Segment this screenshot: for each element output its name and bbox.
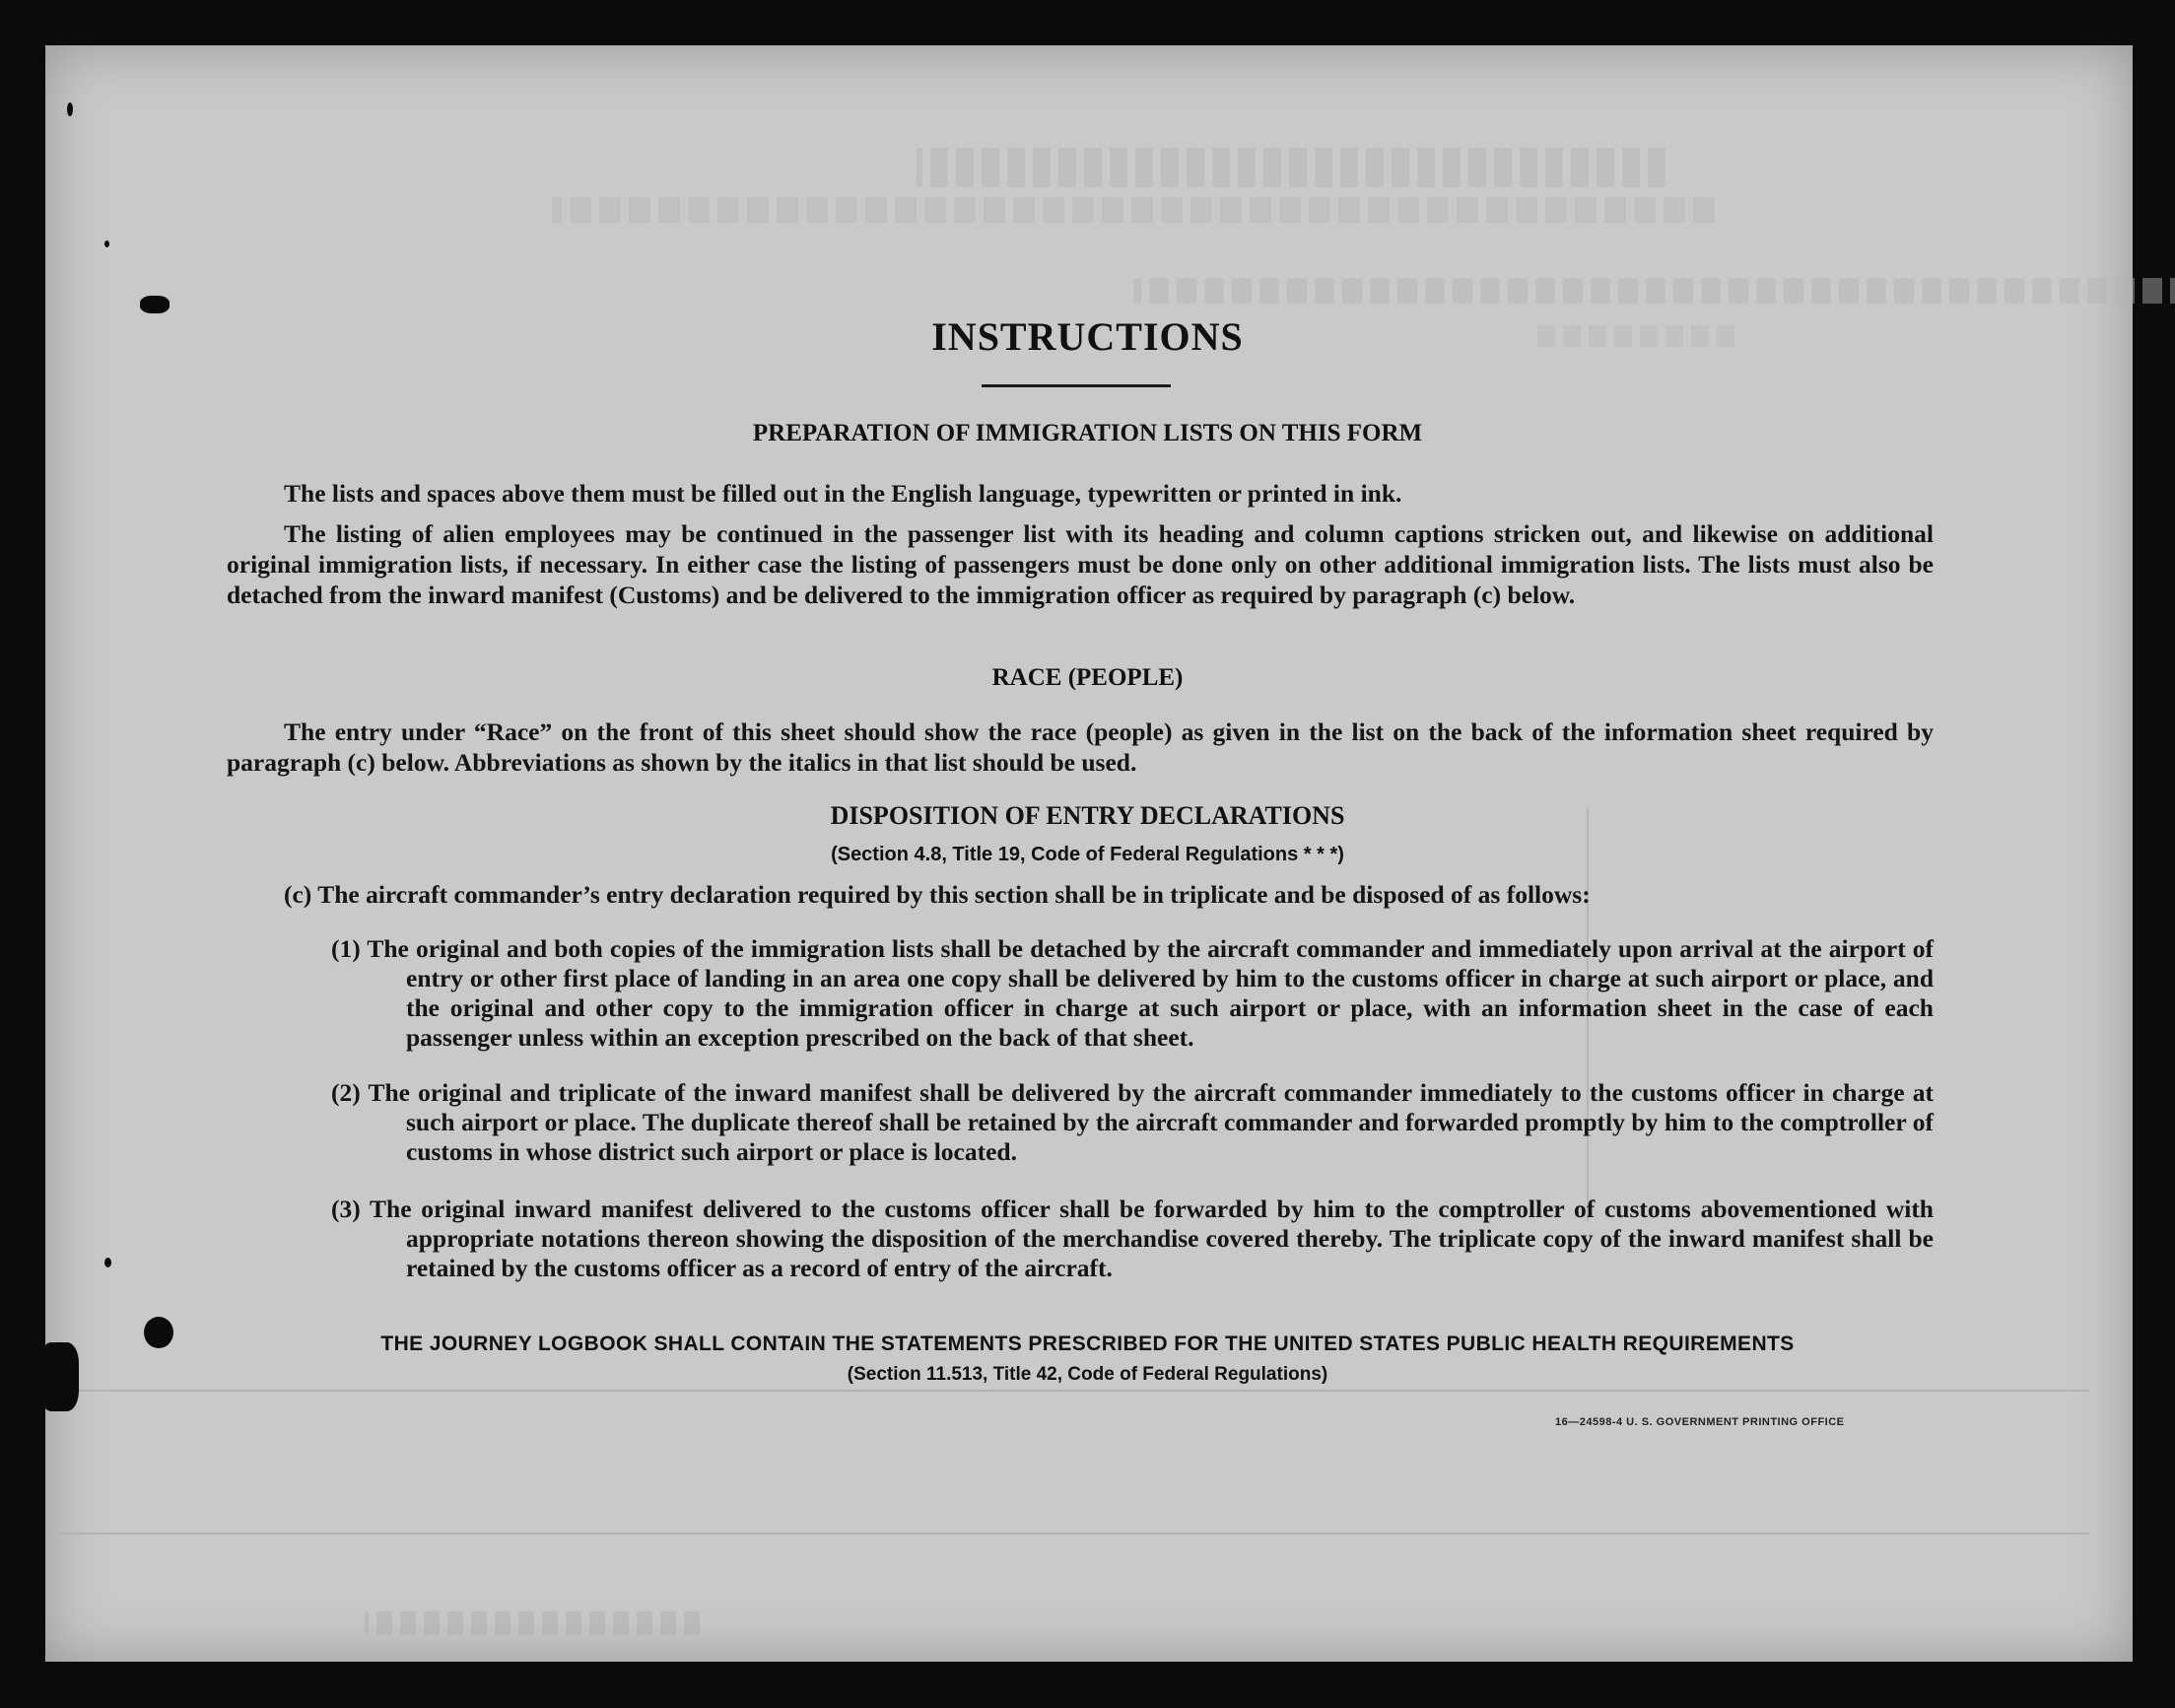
punch-hole-mark — [144, 1317, 173, 1348]
printing-office-code: 16—24598-4 U. S. GOVERNMENT PRINTING OFFICE — [1555, 1416, 1845, 1428]
item-number: (2) — [331, 1078, 361, 1107]
punch-hole-mark — [140, 296, 170, 313]
bleed-through-table-rule-2 — [59, 1533, 2089, 1535]
race-paragraph: The entry under “Race” on the front of this sheet should show the race (people) as given in the list on the back of the information sheet required by paragraph (c) below. Abbreviations as shown by the italics in that list should be used. — [227, 717, 1934, 777]
preparation-heading: PREPARATION OF IMMIGRATION LISTS ON THIS FORM — [752, 420, 1423, 446]
disposition-item-3 — [331, 1195, 1934, 1283]
disposition-item-2 — [331, 1078, 1934, 1167]
disposition-intro: (c) The aircraft commander’s entry declaration required by this section shall be in triplicate and be disposed of as follows: — [284, 880, 1591, 909]
ink-dot — [104, 240, 109, 247]
footer-citation: (Section 11.513, Title 42, Code of Federal Regulations) — [847, 1364, 1328, 1385]
bleed-through-header-3 — [1133, 278, 2175, 304]
item-number: (3) — [331, 1195, 361, 1223]
footer-logbook-statement: THE JOURNEY LOGBOOK SHALL CONTAIN THE STATEMENTS PRESCRIBED FOR THE UNITED STATES PUBLIC HEALTH REQUIREMENTS — [380, 1332, 1795, 1355]
edge-damage — [39, 1342, 79, 1411]
disposition-heading: DISPOSITION OF ENTRY DECLARATIONS — [830, 801, 1345, 830]
bleed-through-header — [917, 148, 1665, 187]
page-title: INSTRUCTIONS — [931, 314, 1244, 359]
bleed-through-header-2 — [552, 197, 1715, 223]
race-heading: RACE (PEOPLE) — [991, 664, 1184, 691]
disposition-item-1 — [331, 934, 1934, 1053]
item-text: The original and triplicate of the inward manifest shall be delivered by the aircraft commander immediately to the customs officer in charge at such airport or place. The duplicate thereof shall be retained by the aircraft commander and forwarded promptly by him to the comptroller of customs in whose district such airport or place is located. — [368, 1078, 1934, 1166]
title-underline — [982, 384, 1171, 387]
ink-dot — [104, 1258, 111, 1267]
ink-dot — [67, 102, 73, 116]
preparation-paragraph-1: The lists and spaces above them must be filled out in the English language, typewritten or printed in ink. — [284, 479, 1402, 508]
bleed-through-table-rule — [59, 1390, 2089, 1392]
disposition-subheading: (Section 4.8, Title 19, Code of Federal Regulations * * *) — [831, 844, 1344, 865]
item-number: (1) — [331, 934, 361, 963]
preparation-paragraph-2: The listing of alien employees may be continued in the passenger list with its heading and column captions stricken out, and likewise on additional original immigration lists, if necessary. In either case the listing of passengers must be done only on other additional immigration lists. The lists must also be detached from the inward manifest (Customs) and be delivered to the immigration officer as required by paragraph (c) below. — [227, 519, 1934, 609]
item-text: The original inward manifest delivered to the customs officer shall be forwarded by him to the comptroller of customs abovementioned with appropriate notations thereon showing the disposition of the merchandise covered thereby. The triplicate copy of the inward manifest shall be retained by the customs officer as a record of entry of the aircraft. — [370, 1195, 1934, 1282]
item-text: The original and both copies of the immigration lists shall be detached by the aircraft commander and immediately upon arrival at the airport of entry or other first place of landing in an area one copy shall be delivered by him to the customs officer in charge at such airport or place, and the original and other copy to the immigration officer in charge at such airport or place, with an information sheet in the case of each passenger unless within an exception prescribed on the back of that sheet. — [367, 934, 1934, 1052]
bleed-through-signature — [365, 1611, 700, 1635]
